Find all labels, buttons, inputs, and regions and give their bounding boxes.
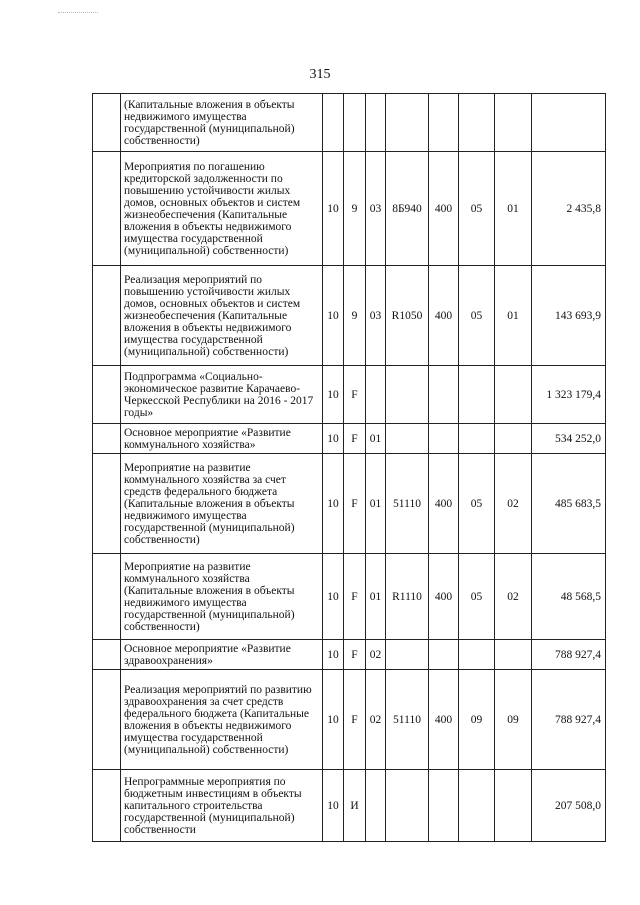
- code-expense-type: [429, 770, 459, 842]
- code-section: [459, 94, 495, 152]
- row-name: Мероприятие на развитие коммунального хозяйства за счет средств федерального бюджета (Капитальные вложения в объекты недвижимого имущества государственной (муниципальной) собственности): [121, 454, 323, 554]
- code-ministry: 10: [323, 640, 344, 670]
- code-program: F: [344, 454, 366, 554]
- row-amount: 48 568,5: [532, 554, 606, 640]
- code-program: F: [344, 670, 366, 770]
- budget-table: [92, 93, 606, 842]
- index-cell: [93, 770, 121, 842]
- code-direction: 51110: [386, 454, 429, 554]
- table-row: [93, 94, 606, 152]
- row-name: Мероприятия по погашению кредиторской задолженности по повышению устойчивости жилых домов, основных объектов и систем жизнеобеспечения (Капитальные вложения в объекты недвижимого имущества государственной (муниципальной) собственности): [121, 152, 323, 266]
- code-program: F: [344, 366, 366, 424]
- code-measure: [366, 770, 386, 842]
- index-cell: [93, 424, 121, 454]
- code-expense-type: [429, 94, 459, 152]
- code-direction: R1050: [386, 266, 429, 366]
- code-measure: [366, 366, 386, 424]
- code-direction: [386, 366, 429, 424]
- code-section: 09: [459, 670, 495, 770]
- code-program: [344, 94, 366, 152]
- code-ministry: 10: [323, 266, 344, 366]
- code-program: F: [344, 424, 366, 454]
- row-name: Основное мероприятие «Развитие коммунального хозяйства»: [121, 424, 323, 454]
- code-direction: [386, 424, 429, 454]
- code-subsection: 02: [495, 454, 532, 554]
- index-cell: [93, 366, 121, 424]
- row-amount: 1 323 179,4: [532, 366, 606, 424]
- code-section: 05: [459, 266, 495, 366]
- code-program: F: [344, 640, 366, 670]
- code-subsection: 02: [495, 554, 532, 640]
- index-cell: [93, 152, 121, 266]
- code-expense-type: 400: [429, 454, 459, 554]
- row-name: Реализация мероприятий по повышению устойчивости жилых домов, основных объектов и систем жизнеобеспечения (Капитальные вложения в объекты недвижимого имущества государственной (муниципальной) собственности): [121, 266, 323, 366]
- row-name: Непрограммные мероприятия по бюджетным инвестициям в объекты капитального строительства государственной (муниципальной) собственности: [121, 770, 323, 842]
- row-amount: 534 252,0: [532, 424, 606, 454]
- row-amount: 788 927,4: [532, 670, 606, 770]
- code-ministry: 10: [323, 152, 344, 266]
- code-subsection: 01: [495, 152, 532, 266]
- index-cell: [93, 554, 121, 640]
- code-program: 9: [344, 152, 366, 266]
- code-section: [459, 366, 495, 424]
- row-amount: 2 435,8: [532, 152, 606, 266]
- row-name: Основное мероприятие «Развитие здравоохранения»: [121, 640, 323, 670]
- index-cell: [93, 670, 121, 770]
- code-measure: 03: [366, 266, 386, 366]
- table-row: [93, 770, 606, 842]
- code-ministry: [323, 94, 344, 152]
- code-ministry: 10: [323, 670, 344, 770]
- code-program: F: [344, 554, 366, 640]
- code-ministry: 10: [323, 770, 344, 842]
- code-expense-type: [429, 424, 459, 454]
- code-direction: [386, 640, 429, 670]
- row-amount: 485 683,5: [532, 454, 606, 554]
- index-cell: [93, 266, 121, 366]
- code-subsection: [495, 94, 532, 152]
- code-direction: R1110: [386, 554, 429, 640]
- code-expense-type: 400: [429, 266, 459, 366]
- code-measure: 01: [366, 554, 386, 640]
- code-expense-type: 400: [429, 554, 459, 640]
- code-direction: 8Б940: [386, 152, 429, 266]
- code-subsection: 01: [495, 266, 532, 366]
- code-measure: 01: [366, 424, 386, 454]
- table-row: [93, 366, 606, 424]
- code-subsection: [495, 770, 532, 842]
- code-expense-type: 400: [429, 670, 459, 770]
- index-cell: [93, 640, 121, 670]
- code-program: И: [344, 770, 366, 842]
- code-expense-type: [429, 640, 459, 670]
- code-measure: 02: [366, 670, 386, 770]
- table-row: [93, 554, 606, 640]
- row-name: Подпрограмма «Социально-экономическое развитие Карачаево-Черкесской Республики на 2016 - 2017 годы»: [121, 366, 323, 424]
- code-expense-type: 400: [429, 152, 459, 266]
- table-row: [93, 454, 606, 554]
- code-measure: 02: [366, 640, 386, 670]
- row-name: (Капитальные вложения в объекты недвижимого имущества государственной (муниципальной) собственности): [121, 94, 323, 152]
- index-cell: [93, 94, 121, 152]
- code-ministry: 10: [323, 366, 344, 424]
- code-measure: 01: [366, 454, 386, 554]
- code-direction: [386, 94, 429, 152]
- row-amount: 788 927,4: [532, 640, 606, 670]
- code-program: 9: [344, 266, 366, 366]
- page-number: 315: [309, 67, 331, 82]
- code-section: 05: [459, 454, 495, 554]
- code-section: [459, 640, 495, 670]
- code-subsection: [495, 640, 532, 670]
- code-ministry: 10: [323, 554, 344, 640]
- code-section: 05: [459, 554, 495, 640]
- code-expense-type: [429, 366, 459, 424]
- index-cell: [93, 454, 121, 554]
- row-name: Реализация мероприятий по развитию здравоохранения за счет средств федерального бюджета (Капитальные вложения в объекты недвижимого имущества государственной (муниципальной) собственности): [121, 670, 323, 770]
- code-subsection: [495, 366, 532, 424]
- code-measure: [366, 94, 386, 152]
- row-amount: [532, 94, 606, 152]
- code-section: [459, 424, 495, 454]
- table-row: [93, 152, 606, 266]
- row-name: Мероприятие на развитие коммунального хозяйства (Капитальные вложения в объекты недвижимого имущества государственной (муниципальной) собственности): [121, 554, 323, 640]
- code-measure: 03: [366, 152, 386, 266]
- code-direction: [386, 770, 429, 842]
- code-direction: 51110: [386, 670, 429, 770]
- code-ministry: 10: [323, 454, 344, 554]
- table-row: [93, 640, 606, 670]
- code-section: 05: [459, 152, 495, 266]
- scan-artifact: [58, 12, 98, 14]
- code-ministry: 10: [323, 424, 344, 454]
- table-row: [93, 266, 606, 366]
- row-amount: 207 508,0: [532, 770, 606, 842]
- code-subsection: 09: [495, 670, 532, 770]
- table-row: [93, 670, 606, 770]
- table-row: [93, 424, 606, 454]
- code-section: [459, 770, 495, 842]
- row-amount: 143 693,9: [532, 266, 606, 366]
- code-subsection: [495, 424, 532, 454]
